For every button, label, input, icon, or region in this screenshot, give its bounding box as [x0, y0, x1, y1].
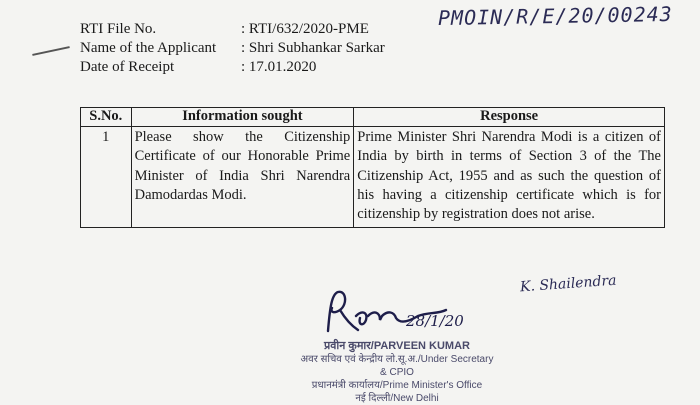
row-info: Please show the Citizenship Certificate of our Honorable Prime Minister of India Shri Narendra Damodardas Modi.: [131, 127, 354, 228]
handwritten-reference: PMOIN/R/E/20/00243: [437, 1, 673, 31]
applicant-row: [80, 39, 385, 58]
handwritten-initials: K. Shailendra: [519, 272, 618, 296]
header-info: Information sought: [131, 108, 354, 127]
header-block: [80, 20, 385, 77]
rti-table: [80, 107, 665, 228]
pen-mark: [32, 46, 70, 56]
signature: [318, 286, 468, 346]
stamp-city: नई दिल्ली/New Delhi: [355, 393, 439, 404]
receipt-value: : 17.01.2020: [241, 59, 317, 75]
row-response: Prime Minister Shri Narendra Modi is a citizen of India by birth in terms of Section 3 of the The Citizenship Act, 1955 and as such the question of his having a citizenship certificate which is for citizenship by registration does not arise.: [354, 127, 665, 228]
table-row: [81, 127, 665, 228]
file-no-value: : RTI/632/2020-PME: [241, 21, 369, 37]
receipt-label: Date of Receipt: [80, 59, 175, 75]
applicant-label: Name of the Applicant: [80, 40, 217, 56]
stamp-office: प्रधानमंत्री कार्यालय/Prime Minister's Office: [311, 380, 483, 391]
header-sno: S.No.: [81, 108, 132, 127]
stamp-name: प्रवीन कुमार/PARVEEN KUMAR: [324, 340, 470, 352]
signature-date: 28/1/20: [406, 312, 464, 330]
row-sno: 1: [81, 127, 132, 228]
file-no-row: [80, 20, 385, 39]
stamp-designation: अवर सचिव एवं केन्द्रीय लो.सू.अ./Under Secretary & CPIO: [300, 354, 494, 378]
table-header-row: [81, 108, 665, 127]
header-response: Response: [354, 108, 665, 127]
applicant-value: : Shri Subhankar Sarkar: [241, 40, 385, 56]
file-no-label: RTI File No.: [80, 21, 157, 37]
officer-stamp: [297, 340, 497, 405]
receipt-row: [80, 58, 385, 77]
